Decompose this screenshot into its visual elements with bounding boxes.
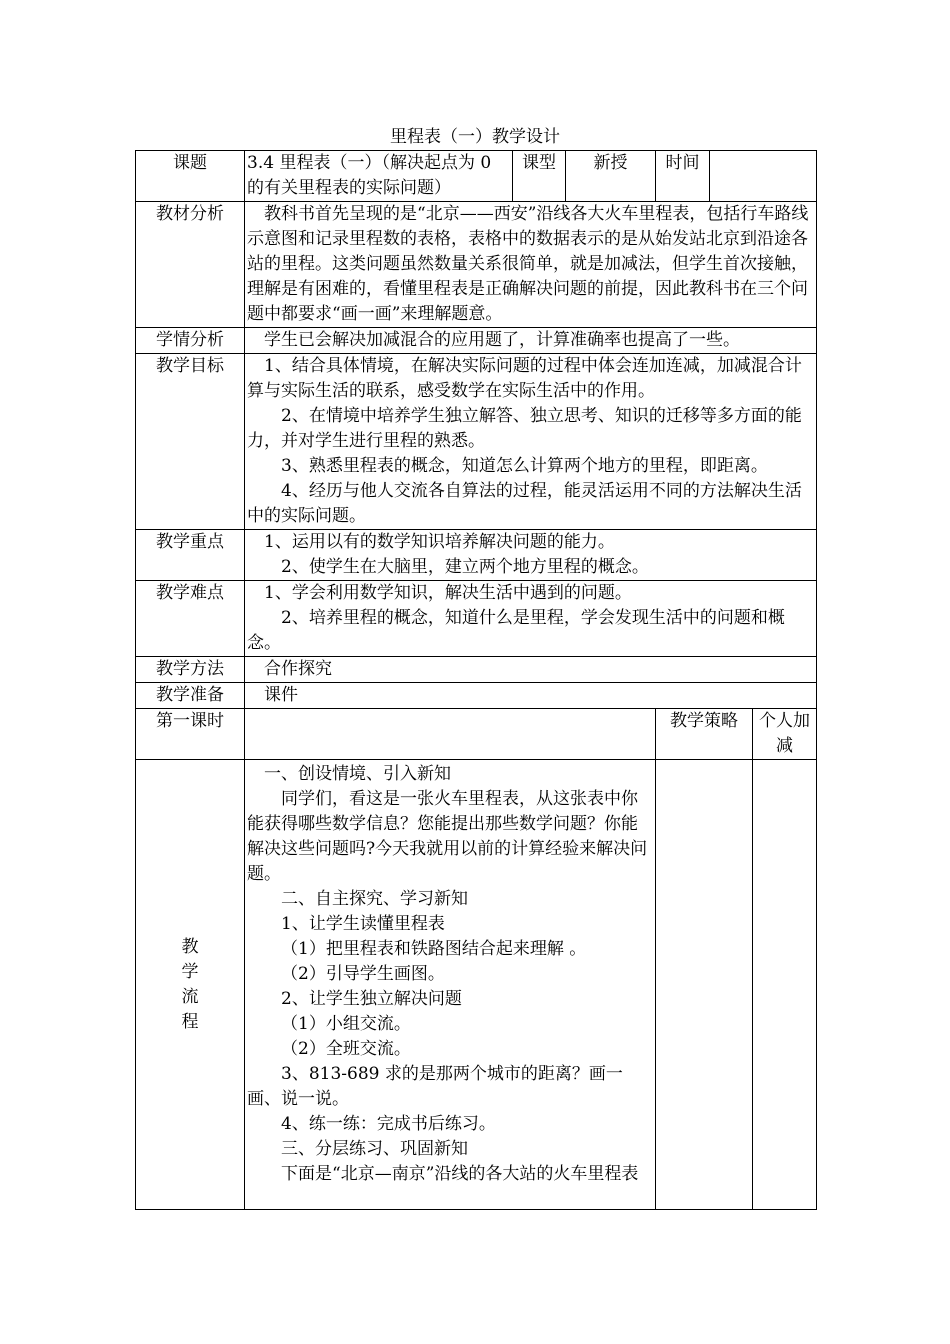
process-side-cells <box>656 760 817 1210</box>
type-value: 新授 <box>566 151 656 202</box>
goal-item: 2、在情境中培养学生独立解答、独立思考、知识的迁移等多方面的能力，并对学生进行里程的熟悉。 <box>247 406 802 451</box>
process-line: （1）把里程表和铁路图结合起来理解 。 <box>281 939 587 959</box>
goals-cell <box>245 354 817 530</box>
process-line: 2、让学生独立解决问题 <box>281 989 462 1009</box>
process-line: 同学们，看这是一张火车里程表，从这张表中你能获得哪些数学信息？您能提出那些数学问题？你能解决这些问题吗?今天我就用以前的计算经验来解决问题。 <box>247 789 648 884</box>
process-label-char: 流 <box>181 986 199 1007</box>
topic-label: 课题 <box>136 151 245 202</box>
difficulty-item: 1、学会利用数学知识，解决生活中遇到的问题。 <box>264 583 632 603</box>
difficulties-cell <box>245 581 817 657</box>
prep-value: 课件 <box>264 685 298 705</box>
process-label-char: 学 <box>181 961 199 982</box>
student-label: 学情分析 <box>136 328 245 354</box>
process-label-char: 程 <box>181 1011 199 1032</box>
goals-label: 教学目标 <box>136 354 245 530</box>
process-label <box>136 760 245 1210</box>
strategy-header: 教学策略 <box>656 709 753 759</box>
row-method <box>136 657 817 683</box>
method-value: 合作探究 <box>264 659 332 679</box>
process-label-char: 教 <box>181 936 199 957</box>
row-difficulties <box>136 581 817 657</box>
type-label: 课型 <box>513 151 566 202</box>
goal-item: 4、经历与他人交流各自算法的过程，能灵活运用不同的方法解决生活中的实际问题。 <box>247 481 802 526</box>
row-student <box>136 328 817 354</box>
process-line: 1、让学生读懂里程表 <box>281 914 445 934</box>
difficulties-label: 教学难点 <box>136 581 245 657</box>
topic-value: 3.4 里程表（一）（解决起点为 0 的有关里程表的实际问题） <box>245 151 513 202</box>
lesson-header-right <box>656 709 817 760</box>
process-line: 二、自主探究、学习新知 <box>281 889 468 909</box>
key-points-cell <box>245 530 817 581</box>
column-divider <box>752 760 753 1209</box>
student-text-cell <box>245 328 817 354</box>
process-line: 下面是“北京—南京”沿线的各大站的火车里程表 <box>281 1164 639 1184</box>
goal-item: 3、熟悉里程表的概念，知道怎么计算两个地方的里程，即距离。 <box>281 456 768 476</box>
lesson-plan-table <box>135 150 817 1210</box>
row-process <box>136 760 817 1210</box>
process-line: （2）全班交流。 <box>281 1039 411 1059</box>
method-cell <box>245 657 817 683</box>
prep-label: 教学准备 <box>136 683 245 709</box>
row-topic <box>136 151 817 202</box>
method-label: 教学方法 <box>136 657 245 683</box>
document-title: 里程表（一）教学设计 <box>390 127 560 147</box>
row-key-points <box>136 530 817 581</box>
student-text: 学生已会解决加减混合的应用题了，计算准确率也提高了一些。 <box>264 330 740 350</box>
row-goals <box>136 354 817 530</box>
material-text-cell <box>245 202 817 328</box>
process-line: 一、创设情境、引入新知 <box>264 764 451 784</box>
lesson-label: 第一课时 <box>136 709 245 760</box>
row-material <box>136 202 817 328</box>
key-points-label: 教学重点 <box>136 530 245 581</box>
process-line: 4、练一练：完成书后练习。 <box>281 1114 496 1134</box>
process-line: （1）小组交流。 <box>281 1014 411 1034</box>
row-lesson-header <box>136 709 817 760</box>
time-value <box>710 151 817 202</box>
difficulty-item: 2、培养里程的概念，知道什么是里程，学会发现生活中的问题和概念。 <box>247 608 785 653</box>
row-prep <box>136 683 817 709</box>
personal-header: 个人加减 <box>759 711 810 756</box>
material-label: 教材分析 <box>136 202 245 328</box>
prep-cell <box>245 683 817 709</box>
key-point-item: 2、使学生在大脑里，建立两个地方里程的概念。 <box>281 557 649 577</box>
key-point-item: 1、运用以有的数学知识培养解决问题的能力。 <box>264 532 615 552</box>
time-label: 时间 <box>656 151 710 202</box>
lesson-blank <box>245 709 656 760</box>
process-line: 3、813-689 求的是那两个城市的距离？画一画、说一说。 <box>247 1064 623 1109</box>
process-line: （2）引导学生画图。 <box>281 964 445 984</box>
process-content <box>245 760 656 1210</box>
goal-item: 1、结合具体情境，在解决实际问题的过程中体会连加连减，加减混合计算与实际生活的联系，感受数学在实际生活中的作用。 <box>247 356 802 401</box>
process-line: 三、分层练习、巩固新知 <box>281 1139 468 1159</box>
material-text: 教科书首先呈现的是“北京——西安”沿线各大火车里程表，包括行车路线示意图和记录里程数的表格，表格中的数据表示的是从始发站北京到沿途各站的里程。这类问题虽然数量关系很简单，就是加减法，但学生首次接触，理解是有困难的，看懂里程表是正确解决问题的前提，因此教科书在三个问题中都要求“画一画”来理解题意。 <box>247 204 809 324</box>
